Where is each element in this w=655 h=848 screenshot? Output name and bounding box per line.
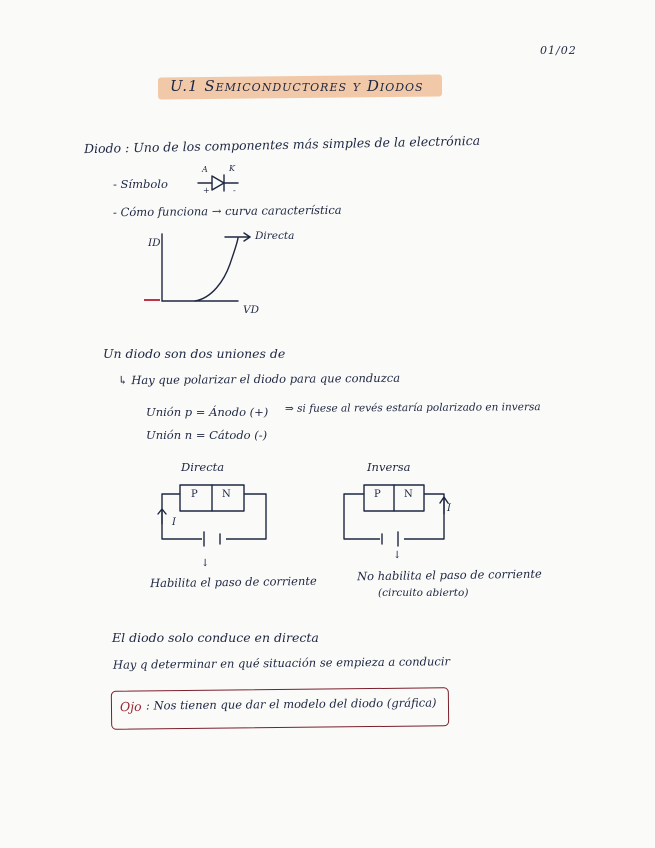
cathode-sign: - — [233, 186, 236, 195]
page-title: U.1 Semiconductores y Diodos — [170, 77, 424, 95]
inversa-title: Inversa — [367, 460, 411, 474]
reves-note: ⇒ si fuese al revés estaría polarizado en inversa — [284, 401, 541, 415]
conclusion-line-1: El diodo solo conduce en directa — [112, 630, 319, 645]
x-axis-label: VD — [243, 304, 260, 316]
uniones-heading: Un diodo son dos uniones de — [103, 346, 286, 361]
inversa-n-label: N — [404, 489, 413, 500]
polarizar-line: ↳ Hay que polarizar el diodo para que conduzca — [117, 370, 401, 388]
simbolo-label: - Símbolo — [113, 177, 168, 191]
inversa-current-label: I — [447, 503, 451, 514]
diode-symbol-icon — [190, 162, 250, 202]
inversa-down-arrow-icon: ↓ — [393, 550, 402, 561]
union-p: Unión p = Ánodo (+) — [146, 405, 269, 419]
conclusion-line-2: Hay q determinar en qué situación se empieza a conducir — [112, 654, 451, 672]
curve-label: Directa — [255, 230, 295, 242]
inversa-caption: No habilita el paso de corriente — [356, 566, 542, 584]
anode-letter: A — [202, 165, 208, 174]
directa-caption: Habilita el paso de corriente — [149, 573, 317, 591]
cathode-letter: K — [229, 164, 235, 173]
inversa-p-label: P — [374, 489, 381, 500]
directa-title: Directa — [181, 460, 225, 474]
como-funciona: - Cómo funciona → curva característica — [112, 202, 342, 220]
anode-sign: + — [203, 186, 210, 195]
directa-p-label: P — [191, 489, 198, 500]
directa-n-label: N — [222, 489, 231, 500]
diodo-definition: Diodo : Uno de los componentes más simples de la electrónica — [83, 132, 481, 157]
inversa-caption-2: (circuito abierto) — [378, 587, 469, 599]
y-axis-label: ID — [148, 237, 161, 249]
ojo-text: : Nos tienen que dar el modelo del diodo (gráfica) — [145, 695, 437, 713]
union-n: Unión n = Cátodo (-) — [146, 428, 268, 442]
date: 01/02 — [540, 44, 577, 57]
directa-current-label: I — [172, 517, 176, 528]
directa-down-arrow-icon: ↓ — [201, 558, 210, 569]
ojo-label: Ojo — [119, 698, 142, 715]
